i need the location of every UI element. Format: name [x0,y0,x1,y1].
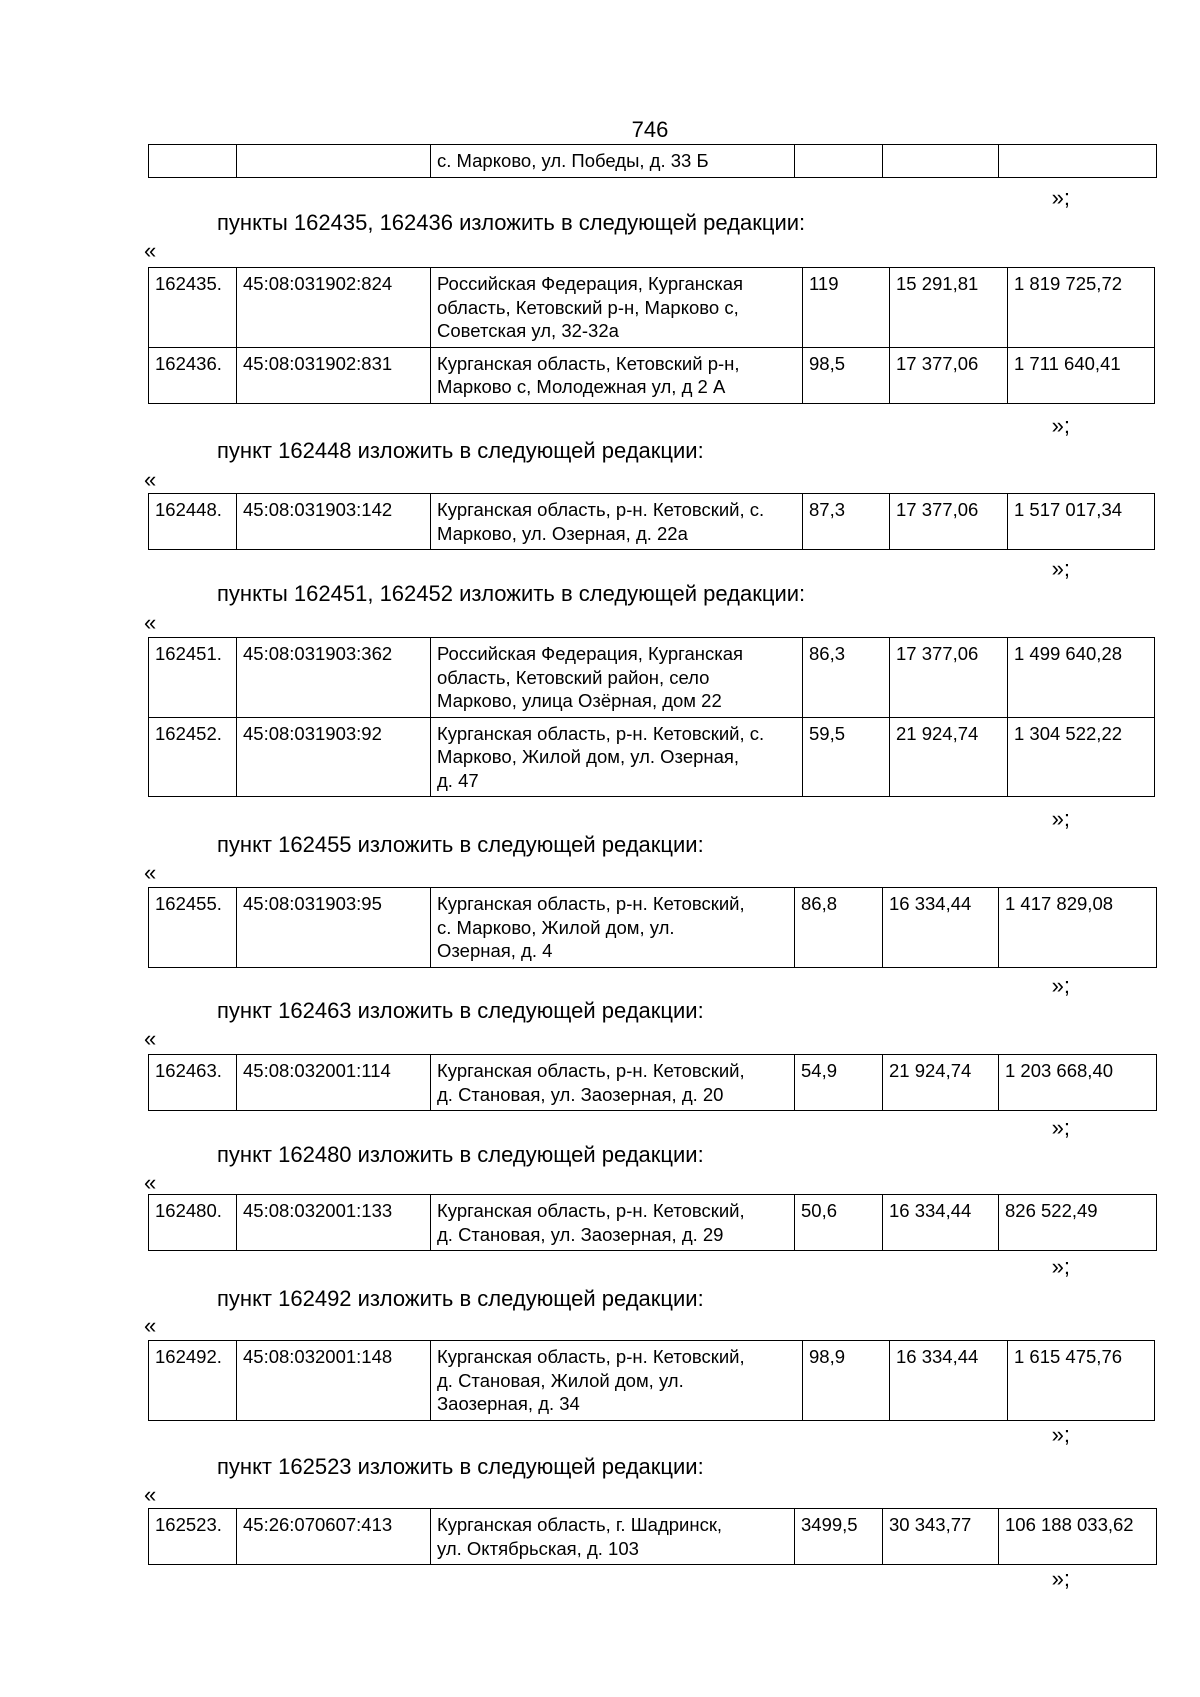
price-cell: 16 334,44 [883,888,999,968]
close-quote: »; [1051,413,1070,438]
amendment-heading: пункт 162480 изложить в следующей редакции: [217,1142,704,1167]
value-cell: 1 711 640,41 [1008,347,1155,403]
item-number-cell: 162480. [149,1195,237,1251]
price-cell: 16 334,44 [890,1341,1008,1421]
area-cell: 59,5 [803,717,890,797]
area-cell: 86,3 [803,638,890,718]
amendment-heading: пункт 162492 изложить в следующей редакции: [217,1286,704,1311]
cadastral-number-cell: 45:08:031902:824 [237,268,431,348]
open-quote: « [144,1482,157,1507]
table-row [149,1509,1157,1565]
open-quote: « [144,610,157,635]
address-cell: Курганская область, р-н. Кетовский, д. Становая, Жилой дом, ул. Заозерная, д. 34 [431,1341,803,1421]
open-quote: « [144,238,157,263]
table-row [149,145,1157,178]
table-row [149,1195,1157,1251]
price-cell: 17 377,06 [890,494,1008,550]
area-cell: 3499,5 [795,1509,883,1565]
cadastral-number-cell [237,145,431,178]
value-cell: 1 517 017,34 [1008,494,1155,550]
table-row [149,1341,1155,1421]
value-cell: 1 615 475,76 [1008,1341,1155,1421]
register-table [148,1194,1157,1251]
close-quote: »; [1051,556,1070,581]
address-cell: с. Марково, ул. Победы, д. 33 Б [431,145,795,178]
cadastral-number-cell: 45:08:032001:148 [237,1341,431,1421]
close-quote: »; [1051,185,1070,210]
area-cell: 98,5 [803,347,890,403]
price-cell: 21 924,74 [890,717,1008,797]
open-quote: « [144,1026,157,1051]
item-number-cell: 162463. [149,1055,237,1111]
address-cell: Курганская область, р-н. Кетовский, с. Марково, Жилой дом, ул. Озерная, д. 4 [431,888,795,968]
register-table [148,637,1155,797]
cadastral-number-cell: 45:08:031903:142 [237,494,431,550]
area-cell: 98,9 [803,1341,890,1421]
open-quote: « [144,1170,157,1195]
item-number-cell: 162523. [149,1509,237,1565]
value-cell: 1 304 522,22 [1008,717,1155,797]
table-row [149,717,1155,797]
value-cell [999,145,1157,178]
area-cell: 50,6 [795,1195,883,1251]
address-cell: Курганская область, р-н. Кетовский, с. Марково, ул. Озерная, д. 22а [431,494,803,550]
cadastral-number-cell: 45:08:032001:114 [237,1055,431,1111]
register-table [148,1508,1157,1565]
value-cell: 1 417 829,08 [999,888,1157,968]
amendment-heading: пункт 162463 изложить в следующей редакции: [217,998,704,1023]
open-quote: « [144,1313,157,1338]
amendment-heading: пункт 162448 изложить в следующей редакции: [217,438,704,463]
price-cell: 30 343,77 [883,1509,999,1565]
value-cell: 106 188 033,62 [999,1509,1157,1565]
area-cell [795,145,883,178]
address-cell: Российская Федерация, Курганская область, Кетовский р-н, Марково с, Советская ул, 32-32а [431,268,803,348]
register-table [148,887,1157,968]
amendment-heading: пункт 162455 изложить в следующей редакции: [217,832,704,857]
table-row [149,347,1155,403]
close-quote: »; [1051,1115,1070,1140]
table-row [149,638,1155,718]
area-cell: 86,8 [795,888,883,968]
price-cell: 16 334,44 [883,1195,999,1251]
register-table [148,1054,1157,1111]
value-cell: 826 522,49 [999,1195,1157,1251]
address-cell: Курганская область, р-н. Кетовский, д. Становая, ул. Заозерная, д. 29 [431,1195,795,1251]
address-cell: Курганская область, р-н. Кетовский, с. Марково, Жилой дом, ул. Озерная, д. 47 [431,717,803,797]
amendment-heading: пункт 162523 изложить в следующей редакции: [217,1454,704,1479]
value-cell: 1 203 668,40 [999,1055,1157,1111]
value-cell: 1 819 725,72 [1008,268,1155,348]
close-quote: »; [1051,1566,1070,1591]
price-cell: 15 291,81 [890,268,1008,348]
address-cell: Курганская область, Кетовский р-н, Марково с, Молодежная ул, д 2 А [431,347,803,403]
close-quote: »; [1051,1254,1070,1279]
item-number-cell: 162451. [149,638,237,718]
item-number-cell: 162435. [149,268,237,348]
value-cell: 1 499 640,28 [1008,638,1155,718]
amendment-heading: пункты 162435, 162436 изложить в следующей редакции: [217,210,806,235]
item-number-cell: 162452. [149,717,237,797]
table-row [149,888,1157,968]
cadastral-number-cell: 45:08:031902:831 [237,347,431,403]
table-row [149,1055,1157,1111]
close-quote: »; [1051,806,1070,831]
price-cell [883,145,999,178]
close-quote: »; [1051,973,1070,998]
area-cell: 119 [803,268,890,348]
item-number-cell: 162448. [149,494,237,550]
table-row [149,268,1155,348]
area-cell: 54,9 [795,1055,883,1111]
register-table [148,267,1155,404]
cadastral-number-cell: 45:08:031903:92 [237,717,431,797]
page-number: 746 [631,117,669,142]
open-quote: « [144,860,157,885]
item-number-cell [149,145,237,178]
cadastral-number-cell: 45:26:070607:413 [237,1509,431,1565]
price-cell: 17 377,06 [890,347,1008,403]
item-number-cell: 162455. [149,888,237,968]
register-table [148,1340,1155,1421]
close-quote: »; [1051,1422,1070,1447]
price-cell: 17 377,06 [890,638,1008,718]
address-cell: Российская Федерация, Курганская область, Кетовский район, село Марково, улица Озёрная, дом 22 [431,638,803,718]
cadastral-number-cell: 45:08:031903:362 [237,638,431,718]
cadastral-number-cell: 45:08:032001:133 [237,1195,431,1251]
amendment-heading: пункты 162451, 162452 изложить в следующей редакции: [217,581,806,606]
area-cell: 87,3 [803,494,890,550]
open-quote: « [144,467,157,492]
price-cell: 21 924,74 [883,1055,999,1111]
item-number-cell: 162492. [149,1341,237,1421]
register-table [148,493,1155,550]
address-cell: Курганская область, г. Шадринск, ул. Октябрьская, д. 103 [431,1509,795,1565]
cadastral-number-cell: 45:08:031903:95 [237,888,431,968]
address-cell: Курганская область, р-н. Кетовский, д. Становая, ул. Заозерная, д. 20 [431,1055,795,1111]
item-number-cell: 162436. [149,347,237,403]
top-table [148,144,1157,178]
table-row [149,494,1155,550]
